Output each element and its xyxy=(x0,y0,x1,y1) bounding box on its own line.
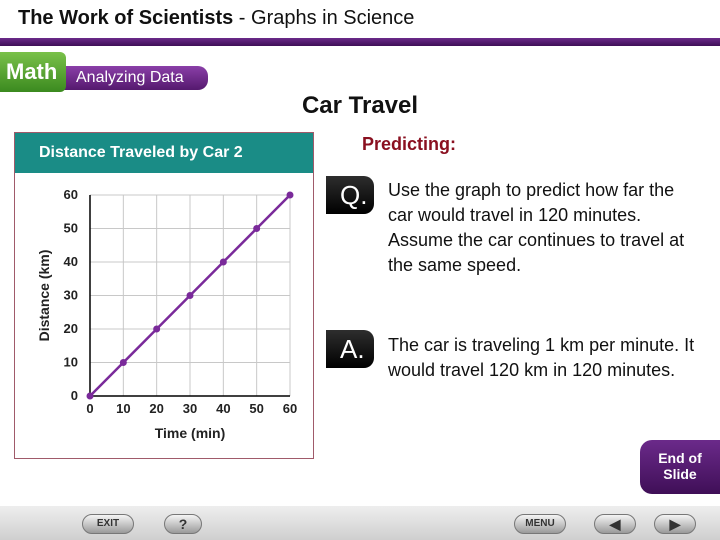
y-tick-label: 50 xyxy=(63,220,78,236)
x-axis-label: Time (min) xyxy=(154,425,226,441)
x-tick-label: 30 xyxy=(182,401,198,416)
question-text: Use the graph to predict how far the car would travel in 120 minutes. Assume the car continues to travel at the same speed. xyxy=(388,180,685,275)
y-tick-label: 10 xyxy=(63,354,78,370)
slide-header-title xyxy=(18,7,414,30)
y-tick-label: 20 xyxy=(63,321,78,336)
answer-text: The car is traveling 1 km per minute. It would travel 120 km in 120 minutes. xyxy=(388,335,695,380)
section-title: - Graphs in Science xyxy=(233,7,415,29)
next-icon[interactable]: ▶ xyxy=(654,514,696,534)
x-tick-label: 0 xyxy=(86,401,94,416)
y-tick-label: 60 xyxy=(63,187,78,202)
x-tick-label: 40 xyxy=(216,401,231,416)
data-point xyxy=(220,259,227,266)
predicting-heading: Predicting: xyxy=(362,134,457,154)
data-point xyxy=(153,326,160,333)
x-tick-label: 50 xyxy=(249,401,264,416)
help-button[interactable]: ? xyxy=(164,514,202,534)
end-of-slide-button[interactable] xyxy=(640,440,720,494)
slide-header xyxy=(0,0,720,40)
analyzing-data-label: Analyzing Data xyxy=(60,66,208,90)
x-tick-label: 60 xyxy=(282,401,298,416)
chart-title: Distance Traveled by Car 2 xyxy=(15,133,313,173)
exit-button[interactable]: EXIT xyxy=(82,514,134,534)
math-label: Math xyxy=(0,52,66,92)
previous-icon[interactable]: ◀ xyxy=(594,514,636,534)
data-point xyxy=(187,292,194,299)
end-of-slide-line1: End of xyxy=(658,450,702,466)
menu-button[interactable]: MENU xyxy=(514,514,566,534)
y-axis-label: Distance (km) xyxy=(36,249,52,342)
header-divider xyxy=(0,38,720,46)
data-point xyxy=(253,225,260,232)
question-badge: Q. xyxy=(326,176,374,214)
chapter-title: The Work of Scientists xyxy=(18,7,234,29)
data-point xyxy=(287,192,294,199)
x-tick-label: 20 xyxy=(149,401,164,416)
answer-badge: A. xyxy=(326,330,374,368)
x-tick-label: 10 xyxy=(116,401,131,416)
end-of-slide-line2: Slide xyxy=(663,466,697,482)
footer-bar xyxy=(0,506,720,540)
y-tick-label: 30 xyxy=(63,287,78,303)
line-chart xyxy=(15,173,313,458)
y-tick-label: 40 xyxy=(63,254,78,269)
chart-panel xyxy=(14,132,314,459)
data-point xyxy=(87,393,94,400)
page-title: Car Travel xyxy=(301,92,419,119)
math-banner xyxy=(0,52,210,92)
y-tick-label: 0 xyxy=(70,388,78,403)
data-point xyxy=(120,359,127,366)
